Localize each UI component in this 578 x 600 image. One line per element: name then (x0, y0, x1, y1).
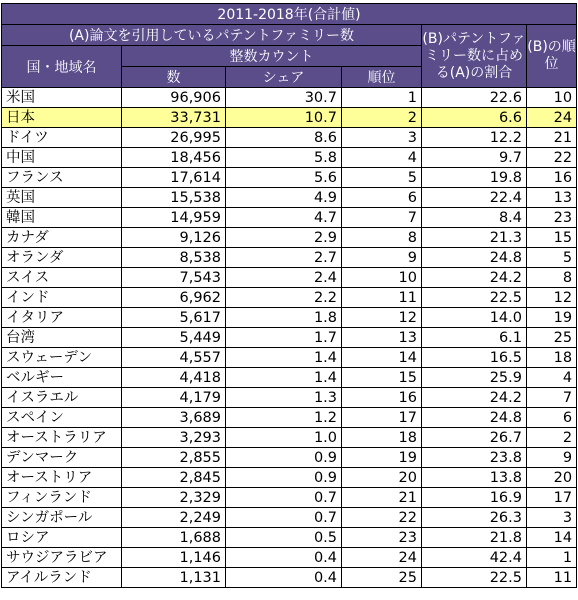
count-cell: 8,538 (122, 248, 226, 268)
count-col-header: 数 (122, 67, 226, 88)
rank-cell: 4 (342, 148, 422, 168)
count-cell: 5,617 (122, 308, 226, 328)
table-row (2, 568, 577, 588)
count-cell: 4,557 (122, 348, 226, 368)
count-cell: 2,855 (122, 448, 226, 468)
rank-b-cell: 20 (527, 468, 577, 488)
table-row (2, 548, 577, 568)
group-a-header: (A)論文を引用しているパテントファミリー数 (2, 25, 422, 46)
count-cell: 6,962 (122, 288, 226, 308)
country-cell: ドイツ (2, 128, 122, 148)
count-cell: 96,906 (122, 88, 226, 108)
table-row (2, 448, 577, 468)
rank-b-cell: 11 (527, 568, 577, 588)
rank-b-cell: 4 (527, 368, 577, 388)
table-row (2, 468, 577, 488)
country-cell: スペイン (2, 408, 122, 428)
table-header (2, 4, 577, 88)
count-cell: 26,995 (122, 128, 226, 148)
group-b-header: (B)パテントファミリー数に占める(A)の割合 (422, 25, 527, 88)
table-row (2, 508, 577, 528)
rank-b-cell: 16 (527, 168, 577, 188)
country-cell: フランス (2, 168, 122, 188)
integer-count-header: 整数カウント (122, 46, 422, 67)
ratio-cell: 23.8 (422, 448, 527, 468)
country-cell: デンマーク (2, 448, 122, 468)
table-row (2, 408, 577, 428)
patent-citation-table (1, 3, 577, 588)
rank-cell: 2 (342, 108, 422, 128)
table-row (2, 148, 577, 168)
count-cell: 1,688 (122, 528, 226, 548)
country-cell: アイルランド (2, 568, 122, 588)
rank-cell: 20 (342, 468, 422, 488)
share-cell: 1.8 (226, 308, 342, 328)
ratio-cell: 16.9 (422, 488, 527, 508)
share-cell: 5.8 (226, 148, 342, 168)
table-row (2, 428, 577, 448)
country-cell: イスラエル (2, 388, 122, 408)
share-cell: 1.2 (226, 408, 342, 428)
ratio-cell: 26.3 (422, 508, 527, 528)
ratio-cell: 19.8 (422, 168, 527, 188)
country-cell: オランダ (2, 248, 122, 268)
share-col-header: シェア (226, 67, 342, 88)
count-cell: 2,329 (122, 488, 226, 508)
rank-cell: 23 (342, 528, 422, 548)
country-cell: シンガポール (2, 508, 122, 528)
table-row (2, 188, 577, 208)
rank-b-cell: 21 (527, 128, 577, 148)
rank-cell: 21 (342, 488, 422, 508)
table-row (2, 308, 577, 328)
country-cell: イタリア (2, 308, 122, 328)
table-row (2, 488, 577, 508)
count-cell: 1,131 (122, 568, 226, 588)
country-cell: スイス (2, 268, 122, 288)
rank-cell: 5 (342, 168, 422, 188)
rank-cell: 7 (342, 208, 422, 228)
share-cell: 0.4 (226, 568, 342, 588)
period-header: 2011-2018年(合計値) (2, 4, 577, 25)
ratio-cell: 42.4 (422, 548, 527, 568)
rank-b-cell: 24 (527, 108, 577, 128)
rank-cell: 24 (342, 548, 422, 568)
ratio-cell: 21.3 (422, 228, 527, 248)
ratio-cell: 22.5 (422, 568, 527, 588)
share-cell: 0.4 (226, 548, 342, 568)
rank-cell: 3 (342, 128, 422, 148)
ratio-cell: 22.6 (422, 88, 527, 108)
rank-b-header: (B)の順位 (527, 25, 577, 88)
rank-b-cell: 19 (527, 308, 577, 328)
share-cell: 4.7 (226, 208, 342, 228)
table-row (2, 288, 577, 308)
ratio-cell: 8.4 (422, 208, 527, 228)
rank-b-cell: 18 (527, 348, 577, 368)
count-cell: 4,418 (122, 368, 226, 388)
rank-cell: 22 (342, 508, 422, 528)
country-cell: 韓国 (2, 208, 122, 228)
count-cell: 2,249 (122, 508, 226, 528)
share-cell: 0.5 (226, 528, 342, 548)
country-cell: オーストリア (2, 468, 122, 488)
count-cell: 2,845 (122, 468, 226, 488)
rank-cell: 15 (342, 368, 422, 388)
count-cell: 3,293 (122, 428, 226, 448)
count-cell: 7,543 (122, 268, 226, 288)
share-cell: 1.0 (226, 428, 342, 448)
share-cell: 0.7 (226, 488, 342, 508)
ratio-cell: 12.2 (422, 128, 527, 148)
share-cell: 10.7 (226, 108, 342, 128)
rank-cell: 12 (342, 308, 422, 328)
ratio-cell: 24.8 (422, 248, 527, 268)
country-cell: 中国 (2, 148, 122, 168)
country-header: 国・地域名 (2, 46, 122, 88)
table-row (2, 328, 577, 348)
share-cell: 2.9 (226, 228, 342, 248)
rank-b-cell: 25 (527, 328, 577, 348)
country-cell: フィンランド (2, 488, 122, 508)
ratio-cell: 16.5 (422, 348, 527, 368)
count-cell: 5,449 (122, 328, 226, 348)
rank-b-cell: 6 (527, 408, 577, 428)
share-cell: 1.4 (226, 368, 342, 388)
table-row (2, 348, 577, 368)
rank-cell: 14 (342, 348, 422, 368)
country-cell: オーストラリア (2, 428, 122, 448)
rank-cell: 16 (342, 388, 422, 408)
share-cell: 5.6 (226, 168, 342, 188)
table-row (2, 388, 577, 408)
ratio-cell: 26.7 (422, 428, 527, 448)
rank-b-cell: 7 (527, 388, 577, 408)
share-cell: 1.3 (226, 388, 342, 408)
rank-b-cell: 23 (527, 208, 577, 228)
share-cell: 1.7 (226, 328, 342, 348)
count-cell: 18,456 (122, 148, 226, 168)
country-cell: サウジアラビア (2, 548, 122, 568)
rank-cell: 19 (342, 448, 422, 468)
table-row (2, 248, 577, 268)
table-row (2, 208, 577, 228)
rank-cell: 6 (342, 188, 422, 208)
country-cell: 日本 (2, 108, 122, 128)
ratio-cell: 6.6 (422, 108, 527, 128)
country-cell: 英国 (2, 188, 122, 208)
share-cell: 2.2 (226, 288, 342, 308)
rank-b-cell: 12 (527, 288, 577, 308)
table-row (2, 228, 577, 248)
ratio-cell: 22.5 (422, 288, 527, 308)
country-cell: ベルギー (2, 368, 122, 388)
share-cell: 0.7 (226, 508, 342, 528)
count-cell: 17,614 (122, 168, 226, 188)
rank-b-cell: 17 (527, 488, 577, 508)
ratio-cell: 6.1 (422, 328, 527, 348)
country-cell: スウェーデン (2, 348, 122, 368)
ratio-cell: 24.2 (422, 388, 527, 408)
ratio-cell: 22.4 (422, 188, 527, 208)
rank-b-cell: 22 (527, 148, 577, 168)
ratio-cell: 24.8 (422, 408, 527, 428)
share-cell: 1.4 (226, 348, 342, 368)
ratio-cell: 25.9 (422, 368, 527, 388)
rank-b-cell: 13 (527, 188, 577, 208)
ratio-cell: 14.0 (422, 308, 527, 328)
count-cell: 3,689 (122, 408, 226, 428)
share-cell: 4.9 (226, 188, 342, 208)
rank-b-cell: 5 (527, 248, 577, 268)
rank-b-cell: 14 (527, 528, 577, 548)
rank-b-cell: 10 (527, 88, 577, 108)
table-row (2, 528, 577, 548)
table-row (2, 108, 577, 128)
rank-b-cell: 8 (527, 268, 577, 288)
rank-cell: 8 (342, 228, 422, 248)
country-cell: ロシア (2, 528, 122, 548)
country-cell: 米国 (2, 88, 122, 108)
rank-cell: 18 (342, 428, 422, 448)
table-body (2, 88, 577, 588)
share-cell: 2.7 (226, 248, 342, 268)
share-cell: 2.4 (226, 268, 342, 288)
count-cell: 4,179 (122, 388, 226, 408)
rank-b-cell: 15 (527, 228, 577, 248)
count-cell: 14,959 (122, 208, 226, 228)
rank-b-cell: 9 (527, 448, 577, 468)
country-cell: カナダ (2, 228, 122, 248)
table-row (2, 168, 577, 188)
rank-cell: 10 (342, 268, 422, 288)
ratio-cell: 13.8 (422, 468, 527, 488)
table-row (2, 268, 577, 288)
share-cell: 0.9 (226, 468, 342, 488)
rank-cell: 25 (342, 568, 422, 588)
count-cell: 33,731 (122, 108, 226, 128)
rank-col-header: 順位 (342, 67, 422, 88)
count-cell: 1,146 (122, 548, 226, 568)
rank-cell: 9 (342, 248, 422, 268)
rank-cell: 11 (342, 288, 422, 308)
rank-b-cell: 1 (527, 548, 577, 568)
rank-b-cell: 3 (527, 508, 577, 528)
ratio-cell: 21.8 (422, 528, 527, 548)
share-cell: 0.9 (226, 448, 342, 468)
rank-b-cell: 2 (527, 428, 577, 448)
rank-cell: 17 (342, 408, 422, 428)
country-cell: インド (2, 288, 122, 308)
table-row (2, 88, 577, 108)
ratio-cell: 24.2 (422, 268, 527, 288)
share-cell: 30.7 (226, 88, 342, 108)
ratio-cell: 9.7 (422, 148, 527, 168)
count-cell: 9,126 (122, 228, 226, 248)
rank-cell: 13 (342, 328, 422, 348)
rank-cell: 1 (342, 88, 422, 108)
table-row (2, 368, 577, 388)
table-row (2, 128, 577, 148)
count-cell: 15,538 (122, 188, 226, 208)
country-cell: 台湾 (2, 328, 122, 348)
share-cell: 8.6 (226, 128, 342, 148)
